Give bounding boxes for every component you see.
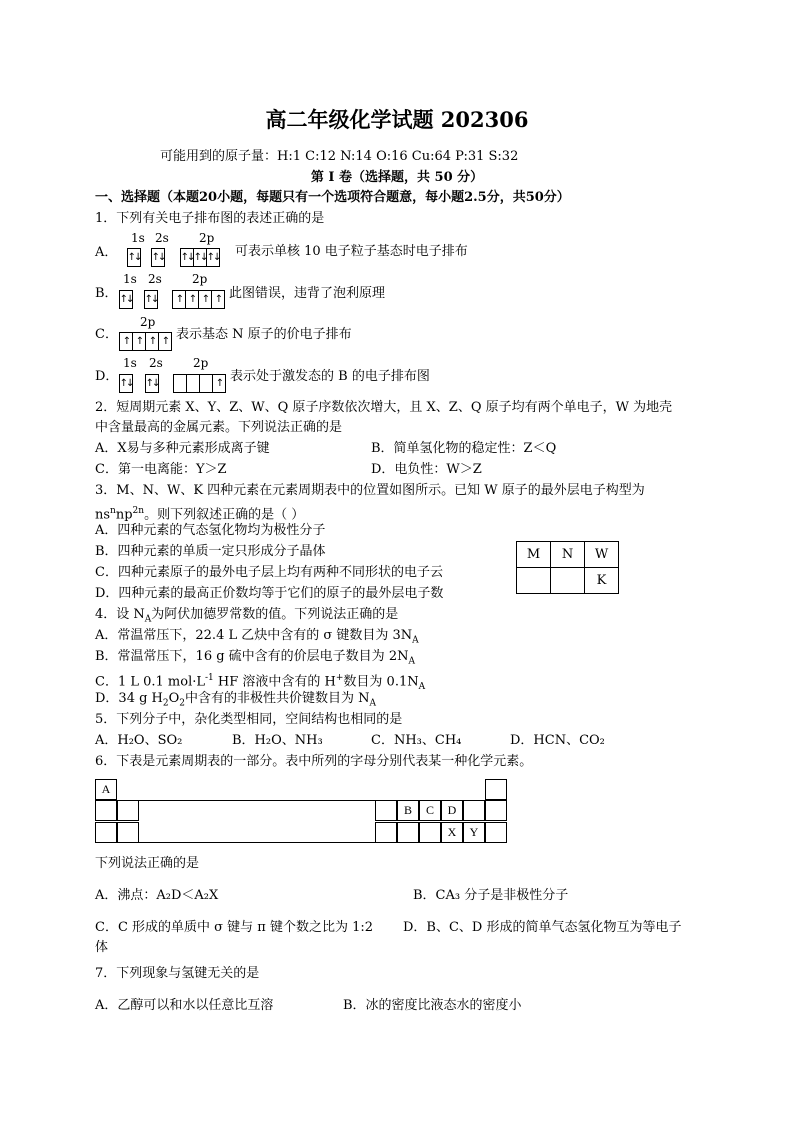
q6-lead: 下列说法正确的是 <box>95 856 200 871</box>
q4-option-d: D．34 g $H_2O_2$中含有的非极性共价键数目为 $N_A$ <box>95 691 377 709</box>
q2-stem-line2: 中含量最高的金属元素。下列说法正确的是 <box>95 420 343 435</box>
pt-cell <box>95 822 117 843</box>
q2-stem-line1: 2．短周期元素 X、Y、Z、W、Q 原子序数依次增大，且 X、Z、Q 原子均有两个单电子，W 为地壳 <box>95 400 673 415</box>
empty-orbital <box>200 375 213 392</box>
q5-option-b: B．H₂O、NH₃ <box>232 733 323 748</box>
q3-stem-line2: $ns^nnp^{2n}$。则下列叙述正确的是（ ） <box>95 506 305 523</box>
paired-electron: ↑↓ <box>119 378 133 389</box>
q5-option-a: A．H₂O、SO₂ <box>95 733 183 748</box>
pt-cell-c: C <box>419 800 441 821</box>
orbital-box-2p <box>173 374 226 393</box>
pt-cell <box>485 779 507 800</box>
q3-option-d: D．四种元素的最高正价数均等于它们的原子的最外层电子数 <box>95 586 444 601</box>
up-electron: ↑ <box>214 294 222 305</box>
orb-2s-label: 2s <box>148 272 162 286</box>
pt-bottom-line <box>139 842 376 843</box>
orb-2p-label: 2p <box>140 315 156 329</box>
up-electron: ↑ <box>186 291 199 308</box>
q5-option-d: D．HCN、CO₂ <box>510 733 605 748</box>
orb-1s-label: 1s <box>123 356 137 370</box>
empty-orbital <box>174 375 187 392</box>
pt-cell-x: X <box>441 822 463 843</box>
pt-cell-b: B <box>397 800 419 821</box>
pt-cell-a: A <box>95 779 117 800</box>
q6-stem: 6．下表是元素周期表的一部分。表中所列的字母分别代表某一种化学元素。 <box>95 754 533 769</box>
paired-electron: ↑↓ <box>127 252 141 263</box>
q6-option-a: A．沸点：A₂D＜A₂X <box>95 888 219 903</box>
paired-electron: ↑↓ <box>181 249 194 266</box>
q6-option-d-line1: D．B、C、D 形成的简单气态氢化物互为等电子 <box>403 920 682 935</box>
q5-option-c: C．NH₃、CH₄ <box>371 733 462 748</box>
q4-option-c: C．1 L 0.1 $mol\cdot L^{-1}$ HF 溶液中含有的 H+数目为 $0.1N_A$ <box>95 673 426 692</box>
pt-cell <box>375 800 397 821</box>
paired-electron: ↑↓ <box>145 378 159 389</box>
q1-stem: 1．下列有关电子排布图的表述正确的是 <box>95 211 325 226</box>
q3-option-c: C．四种元素原子的最外电子层上均有两种不同形状的电子云 <box>95 565 443 580</box>
pt-cell <box>419 822 441 843</box>
pt-top-line <box>117 800 376 801</box>
q1-d-label: D． <box>95 369 119 384</box>
orbital-box-2p <box>119 332 172 351</box>
cell-empty <box>551 568 585 594</box>
q3-option-a: A．四种元素的气态氢化物均为极性分子 <box>95 523 326 538</box>
pt-cell-y: Y <box>463 822 485 843</box>
orb-2s-label: 2s <box>155 231 169 245</box>
paired-electron: ↑↓ <box>144 294 158 305</box>
q4-option-b: B．常温常压下，16 g 硫中含有的价层电子数目为 $2N_A$ <box>95 649 415 667</box>
q1-a-text: 可表示单核 10 电子粒子基态时电子排布 <box>235 244 468 259</box>
q5-stem: 5．下列分子中，杂化类型相同，空间结构也相同的是 <box>95 712 403 727</box>
orb-2p-label: 2p <box>199 231 215 245</box>
orb-2s-label: 2s <box>149 356 163 370</box>
pt-cell <box>117 822 139 843</box>
q7-option-b: B．冰的密度比液态水的密度小 <box>343 998 522 1013</box>
pt-cell-d: D <box>441 800 463 821</box>
q4-option-a: A．常温常压下，22.4 L 乙炔中含有的 σ 键数目为 $3N_A$ <box>95 628 419 646</box>
q1-c-text: 表示基态 N 原子的价电子排布 <box>176 327 352 342</box>
q6-option-b: B．CA₃ 分子是非极性分子 <box>413 888 569 903</box>
q7-option-a: A．乙醇可以和水以任意比互溶 <box>95 998 274 1013</box>
part-heading: 第 I 卷（选择题，共 50 分） <box>310 170 484 185</box>
q2-option-d: D．电负性：W＞Z <box>371 462 482 477</box>
up-electron: ↑ <box>120 333 133 350</box>
cell-n: N <box>551 542 585 568</box>
paired-electron: ↑↓ <box>151 252 165 263</box>
orbital-box-2p <box>172 290 225 309</box>
empty-orbital <box>187 375 200 392</box>
orbital-box-2s <box>151 248 165 267</box>
q1-d-text: 表示处于激发态的 B 的电子排布图 <box>230 369 430 384</box>
pt-cell <box>463 800 485 821</box>
q3-element-grid <box>516 541 619 594</box>
up-electron: ↑ <box>173 291 186 308</box>
pt-cell <box>485 822 507 843</box>
q1-a-label: A． <box>95 245 118 260</box>
orb-1s-label: 1s <box>131 231 145 245</box>
q3-stem-line1: 3．M、N、W、K 四种元素在元素周期表中的位置如图所示。已知 W 原子的最外层电子构型为 <box>95 483 645 498</box>
exam-title: 高二年级化学试题 202306 <box>265 107 529 132</box>
pt-cell <box>95 800 117 821</box>
q1-b-text: 此图错误，违背了泡利原理 <box>229 286 386 301</box>
pt-cell <box>485 800 507 821</box>
q7-stem: 7．下列现象与氢键无关的是 <box>95 966 260 981</box>
section-heading: 一、选择题（本题20小题，每题只有一个选项符合题意，每小题2.5分，共50分） <box>95 190 570 205</box>
orb-1s-label: 1s <box>123 272 137 286</box>
up-electron: ↑ <box>146 333 159 350</box>
q2-option-b: B．简单氢化物的稳定性：Z＜Q <box>371 441 557 456</box>
cell-w: W <box>585 542 619 568</box>
cell-m: M <box>517 542 551 568</box>
q2-option-a: A．X易与多种元素形成离子键 <box>95 441 270 456</box>
paired-electron: ↑↓ <box>119 294 133 305</box>
q6-option-c: C．C 形成的单质中 σ 键与 π 键个数之比为 1:2 <box>95 920 374 935</box>
up-electron: ↑ <box>133 333 146 350</box>
q4-stem: 4．设 $N_A$为阿伏加德罗常数的值。下列说法正确的是 <box>95 607 399 625</box>
pt-cell <box>117 800 139 821</box>
atomic-masses: 可能用到的原子量：H:1 C:12 N:14 O:16 Cu:64 P:31 S:32 <box>160 149 519 164</box>
q1-c-label: C． <box>95 327 118 342</box>
orbital-box-1s <box>119 374 133 393</box>
pt-cell <box>375 822 397 843</box>
q2-option-c: C．第一电离能：Y＞Z <box>95 462 227 477</box>
paired-electron: ↑↓ <box>194 249 207 266</box>
q1-b-label: B． <box>95 286 118 301</box>
orb-2p-label: 2p <box>192 272 208 286</box>
pt-cell <box>397 822 419 843</box>
cell-empty <box>517 568 551 594</box>
orbital-box-2s <box>144 290 158 309</box>
q3-option-b: B．四种元素的单质一定只形成分子晶体 <box>95 544 326 559</box>
orb-2p-label: 2p <box>193 356 209 370</box>
orbital-box-1s <box>127 248 141 267</box>
orbital-box-2p <box>180 248 220 267</box>
paired-electron: ↑↓ <box>206 252 220 263</box>
q6-option-d-line2: 体 <box>95 940 109 955</box>
up-electron: ↑ <box>199 291 212 308</box>
orbital-box-2s <box>145 374 159 393</box>
up-electron: ↑ <box>161 336 169 347</box>
cell-k: K <box>585 568 619 594</box>
orbital-box-1s <box>119 290 133 309</box>
up-electron: ↑ <box>215 378 223 389</box>
